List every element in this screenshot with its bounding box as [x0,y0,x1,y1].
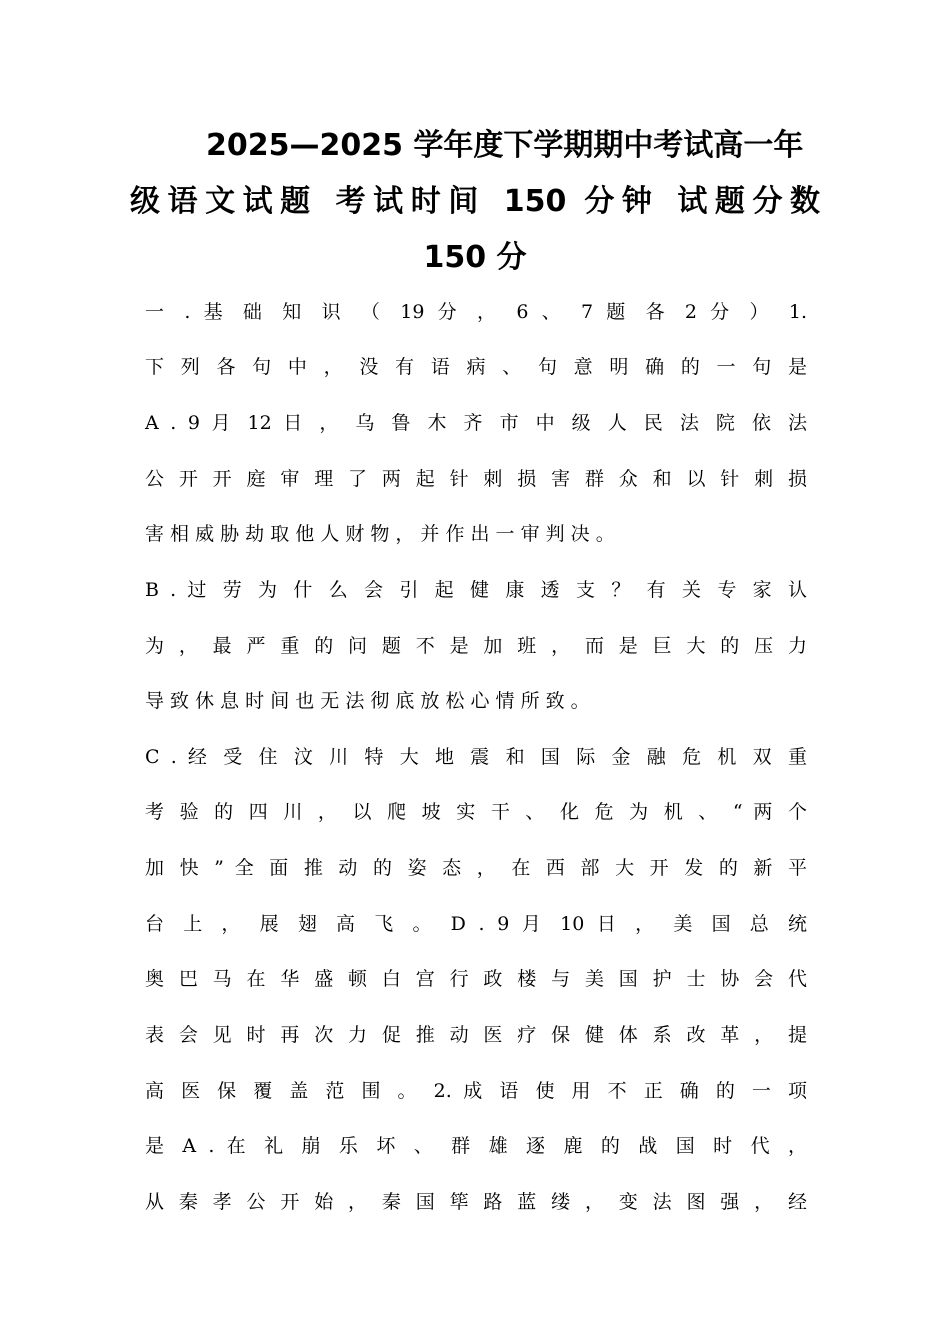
body-line: 下 列 各 句 中 ， 没 有 语 病 、 句 意 明 确 的 一 句 是 [145,356,807,378]
body-line: 台 上 ， 展 翅 高 飞 。 D . 9 月 10 日 ， 美 国 总 统 [145,913,807,935]
body-line: 表 会 见 时 再 次 力 促 推 动 医 疗 保 健 体 系 改 革 ， 提 [145,1024,807,1046]
body-line: 是 A . 在 礼 崩 乐 坏 、 群 雄 逐 鹿 的 战 国 时 代 ， [145,1135,807,1157]
body-line: C . 经 受 住 汶 川 特 大 地 震 和 国 际 金 融 危 机 双 重 [145,746,807,768]
title-line-3: 150 分 [423,240,527,275]
body-line: 从 秦 孝 公 开 始 ， 秦 国 筚 路 蓝 缕 ， 变 法 图 强 ， 经 [145,1191,807,1213]
body-line: B . 过 劳 为 什 么 会 引 起 健 康 透 支 ？ 有 关 专 家 认 [145,579,807,601]
body-line: A . 9 月 12 日 ， 乌 鲁 木 齐 市 中 级 人 民 法 院 依 法 [145,412,807,434]
title-line-1: 2025—2025 学年度下学期期中考试高一年 [206,128,804,163]
body-line: 为 ， 最 严 重 的 问 题 不 是 加 班 ， 而 是 巨 大 的 压 力 [145,635,807,657]
body-line: 高 医 保 覆 盖 范 围 。 2. 成 语 使 用 不 正 确 的 一 项 [145,1080,807,1102]
body-line: 一 . 基 础 知 识 （ 19 分 ， 6 、 7 题 各 2 分 ） 1. [145,301,807,323]
body-line: 考 验 的 四 川 ， 以 爬 坡 实 干 、 化 危 为 机 、 “ 两 个 [145,801,807,823]
body-line: 加 快 ” 全 面 推 动 的 姿 态 ， 在 西 部 大 开 发 的 新 平 [145,857,807,879]
body-line: 导 致 休 息 时 间 也 无 法 彻 底 放 松 心 情 所 致 。 [145,690,590,712]
body-line: 害 相 威 胁 劫 取 他 人 财 物 ， 并 作 出 一 审 判 决 。 [145,523,615,545]
body-line: 公 开 开 庭 审 理 了 两 起 针 刺 损 害 群 众 和 以 针 刺 损 [145,468,807,490]
body-line: 奥 巴 马 在 华 盛 顿 白 宫 行 政 楼 与 美 国 护 士 协 会 代 [145,968,807,990]
title-line-2: 级语文试题 考试时间 150 分钟 试题分数 [130,184,820,219]
